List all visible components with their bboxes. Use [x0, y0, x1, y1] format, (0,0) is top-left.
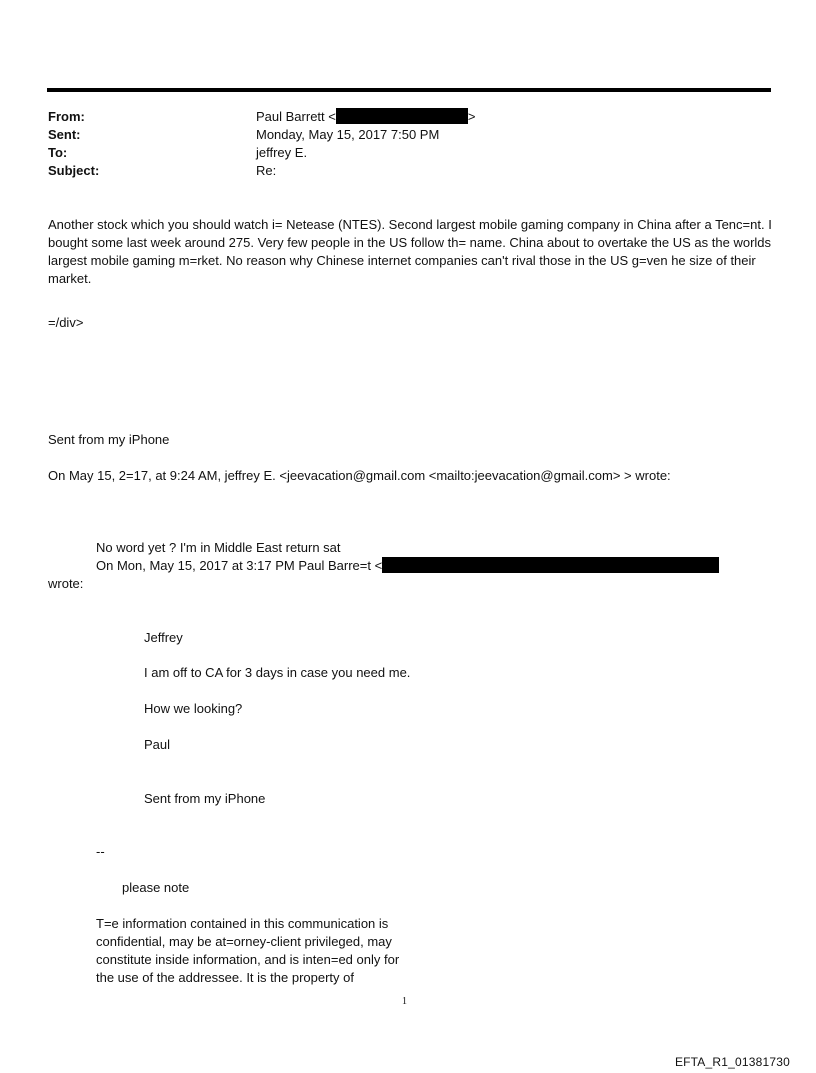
from-value — [256, 108, 475, 126]
header-rule — [47, 88, 771, 92]
nested-line-2: How we looking? — [144, 701, 243, 716]
to-row — [48, 144, 768, 162]
quoted-line-1: No word yet ? I'm in Middle East return sat — [96, 540, 341, 555]
sent-from-iphone: Sent from my iPhone — [48, 432, 170, 447]
nested-line-1: I am off to CA for 3 days in case you need me. — [144, 665, 411, 680]
sent-label: Sent: — [48, 127, 81, 142]
subject-value: Re: — [256, 163, 277, 178]
signature-dashes: -- — [96, 844, 105, 859]
to-value: jeffrey E. — [256, 145, 308, 160]
quoted-line-2 — [96, 557, 719, 575]
nested-sent-from: Sent from my iPhone — [144, 791, 266, 806]
from-row — [48, 108, 768, 126]
to-label: To: — [48, 145, 68, 160]
from-label: From: — [48, 109, 85, 124]
please-note: please note — [122, 880, 190, 895]
div-tag-text: =/div> — [48, 315, 84, 330]
disclaimer-line-1: T=e information contained in this communication is — [96, 916, 389, 931]
greeting: Jeffrey — [144, 630, 183, 645]
message-paragraph: Another stock which you should watch i= Netease (NTES). Second largest mobile gaming company in China after a Tenc=nt. I bought some last week around 275. Very few people in the US follow th= name. China about to overtake the US as the worlds largest mobile gaming m=rket. No reason why Chinese internet companies can't rival those in the US g=ven he size of their market. — [48, 217, 772, 286]
subject-label: Subject: — [48, 163, 100, 178]
from-name: Paul Barrett < — [256, 109, 336, 124]
disclaimer-line-4: the use of the addressee. It is the property of — [96, 970, 354, 985]
bates-number: EFTA_R1_01381730 — [674, 1055, 790, 1069]
disclaimer-line-2: confidential, may be at=orney-client privileged, may — [96, 934, 392, 949]
quote-header: On May 15, 2=17, at 9:24 AM, jeffrey E. <jeevacation@gmail.com <mailto:jeevacation@gmail.com> > wrote: — [48, 468, 671, 483]
quoted-attribution: On Mon, May 15, 2017 at 3:17 PM Paul Barre=t < — [96, 558, 383, 573]
redaction-box — [336, 108, 468, 124]
sent-value: Monday, May 15, 2017 7:50 PM — [256, 127, 440, 142]
page-number: 1 — [402, 996, 407, 1007]
subject-row — [48, 162, 768, 180]
quoted-wrote: wrote: — [48, 576, 84, 591]
from-bracket: > — [467, 109, 476, 124]
sent-row — [48, 126, 768, 144]
redaction-box — [382, 557, 719, 573]
signoff: Paul — [144, 737, 171, 752]
disclaimer-line-3: constitute inside information, and is inten=ed only for — [96, 952, 400, 967]
